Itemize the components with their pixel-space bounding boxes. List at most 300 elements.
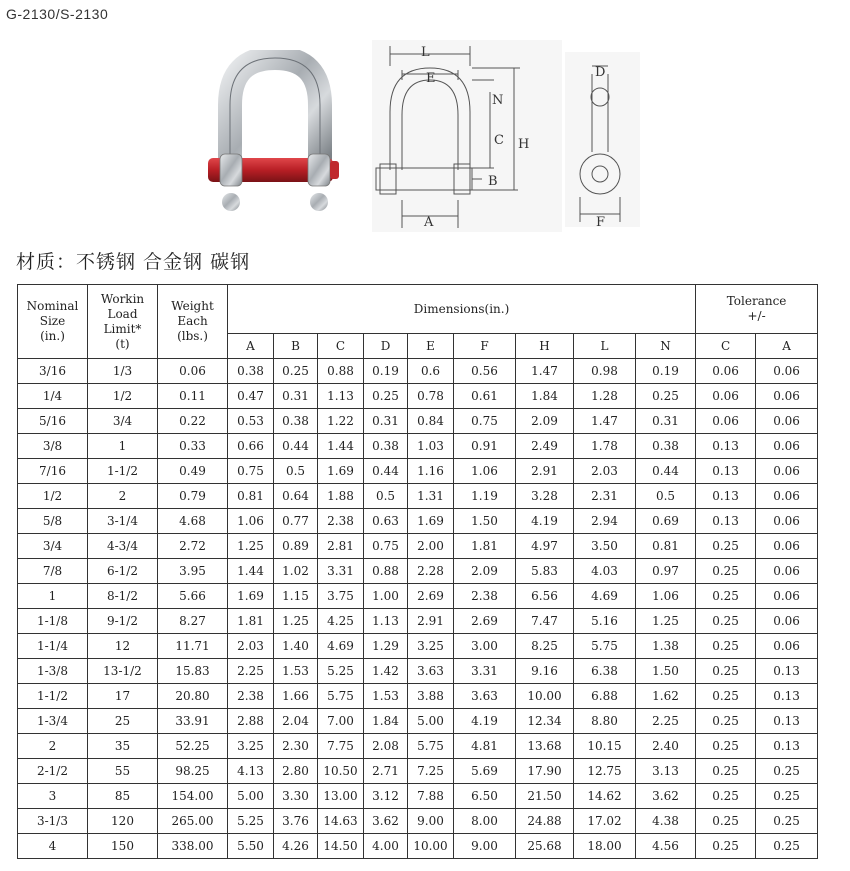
table-cell: 1.69 xyxy=(318,459,364,484)
table-cell: 0.06 xyxy=(756,534,818,559)
table-cell: 13.68 xyxy=(516,734,574,759)
table-cell: 6.38 xyxy=(574,659,636,684)
table-row xyxy=(18,809,818,834)
table-cell: 2.71 xyxy=(364,759,408,784)
table-cell: 5.75 xyxy=(318,684,364,709)
table-cell: 5.75 xyxy=(574,634,636,659)
table-cell: 3.95 xyxy=(158,559,228,584)
table-cell: 3.25 xyxy=(228,734,274,759)
table-cell: 0.25 xyxy=(274,359,318,384)
table-cell: 55 xyxy=(88,759,158,784)
table-row xyxy=(18,359,818,384)
table-cell: 0.53 xyxy=(228,409,274,434)
table-cell: 12.75 xyxy=(574,759,636,784)
table-cell: 7.47 xyxy=(516,609,574,634)
table-cell: 0.25 xyxy=(696,609,756,634)
header-tol-c: C xyxy=(696,334,756,359)
table-cell: 14.50 xyxy=(318,834,364,859)
table-cell: 0.44 xyxy=(636,459,696,484)
table-cell: 0.13 xyxy=(696,434,756,459)
table-cell: 2.94 xyxy=(574,509,636,534)
table-cell: 3-1/3 xyxy=(18,809,88,834)
table-cell: 4.56 xyxy=(636,834,696,859)
table-cell: 4.81 xyxy=(454,734,516,759)
table-cell: 24.88 xyxy=(516,809,574,834)
dim-label-a: A xyxy=(424,215,434,230)
table-cell: 1.06 xyxy=(228,509,274,534)
table-cell: 7.75 xyxy=(318,734,364,759)
table-cell: 0.25 xyxy=(696,759,756,784)
table-cell: 4.03 xyxy=(574,559,636,584)
table-cell: 4.68 xyxy=(158,509,228,534)
table-cell: 0.06 xyxy=(158,359,228,384)
table-cell: 2.09 xyxy=(516,409,574,434)
table-cell: 1.69 xyxy=(408,509,454,534)
table-cell: 3/4 xyxy=(18,534,88,559)
table-cell: 4.19 xyxy=(516,509,574,534)
table-cell: 4 xyxy=(18,834,88,859)
table-cell: 3 xyxy=(18,784,88,809)
table-cell: 0.49 xyxy=(158,459,228,484)
table-cell: 2.69 xyxy=(408,584,454,609)
header-dim-d: D xyxy=(364,334,408,359)
table-cell: 8.80 xyxy=(574,709,636,734)
table-cell: 1.06 xyxy=(636,584,696,609)
table-cell: 2.40 xyxy=(636,734,696,759)
table-cell: 1 xyxy=(18,584,88,609)
table-cell: 0.44 xyxy=(364,459,408,484)
table-cell: 0.25 xyxy=(696,834,756,859)
dim-label-c: C xyxy=(494,133,504,148)
table-cell: 15.83 xyxy=(158,659,228,684)
table-cell: 9.16 xyxy=(516,659,574,684)
table-cell: 14.63 xyxy=(318,809,364,834)
table-cell: 1.19 xyxy=(454,484,516,509)
table-cell: 4.25 xyxy=(318,609,364,634)
table-cell: 3.13 xyxy=(636,759,696,784)
table-cell: 3/16 xyxy=(18,359,88,384)
table-cell: 3/8 xyxy=(18,434,88,459)
table-cell: 2.25 xyxy=(228,659,274,684)
table-cell: 3.00 xyxy=(454,634,516,659)
table-cell: 0.25 xyxy=(696,684,756,709)
table-cell: 3.62 xyxy=(636,784,696,809)
table-cell: 8.25 xyxy=(516,634,574,659)
table-cell: 33.91 xyxy=(158,709,228,734)
table-cell: 9.00 xyxy=(408,809,454,834)
table-cell: 4.69 xyxy=(574,584,636,609)
table-cell: 5.66 xyxy=(158,584,228,609)
header-weight-each: Weight Each (lbs.) xyxy=(158,285,228,359)
table-cell: 1.81 xyxy=(228,609,274,634)
table-cell: 1.44 xyxy=(228,559,274,584)
table-cell: 0.13 xyxy=(756,709,818,734)
table-cell: 0.06 xyxy=(756,434,818,459)
table-cell: 0.06 xyxy=(756,609,818,634)
table-cell: 0.06 xyxy=(756,459,818,484)
table-cell: 0.88 xyxy=(364,559,408,584)
table-cell: 1-3/4 xyxy=(18,709,88,734)
table-cell: 0.64 xyxy=(274,484,318,509)
table-cell: 1.25 xyxy=(636,609,696,634)
table-cell: 1.00 xyxy=(364,584,408,609)
table-cell: 265.00 xyxy=(158,809,228,834)
table-cell: 0.06 xyxy=(696,384,756,409)
header-dim-e: E xyxy=(408,334,454,359)
table-cell: 1-1/2 xyxy=(18,684,88,709)
table-cell: 0.63 xyxy=(364,509,408,534)
table-cell: 0.13 xyxy=(756,734,818,759)
table-cell: 0.78 xyxy=(408,384,454,409)
table-cell: 2.81 xyxy=(318,534,364,559)
table-cell: 0.75 xyxy=(364,534,408,559)
table-cell: 1.62 xyxy=(636,684,696,709)
table-row xyxy=(18,609,818,634)
table-cell: 1.66 xyxy=(274,684,318,709)
table-cell: 2.80 xyxy=(274,759,318,784)
table-cell: 3.31 xyxy=(318,559,364,584)
table-cell: 4.97 xyxy=(516,534,574,559)
dim-label-l: L xyxy=(421,45,430,60)
table-row xyxy=(18,409,818,434)
table-cell: 1.69 xyxy=(228,584,274,609)
table-cell: 2.49 xyxy=(516,434,574,459)
table-cell: 0.31 xyxy=(364,409,408,434)
table-cell: 25 xyxy=(88,709,158,734)
table-cell: 9-1/2 xyxy=(88,609,158,634)
table-cell: 1.28 xyxy=(574,384,636,409)
table-cell: 150 xyxy=(88,834,158,859)
table-cell: 154.00 xyxy=(158,784,228,809)
table-cell: 1/4 xyxy=(18,384,88,409)
table-cell: 0.89 xyxy=(274,534,318,559)
table-cell: 1.02 xyxy=(274,559,318,584)
table-cell: 2.88 xyxy=(228,709,274,734)
table-cell: 0.13 xyxy=(756,684,818,709)
table-row xyxy=(18,559,818,584)
table-cell: 3/4 xyxy=(88,409,158,434)
header-dim-a: A xyxy=(228,334,274,359)
table-cell: 1.81 xyxy=(454,534,516,559)
table-cell: 0.13 xyxy=(696,484,756,509)
table-cell: 1.13 xyxy=(318,384,364,409)
table-cell: 7.88 xyxy=(408,784,454,809)
table-cell: 1.16 xyxy=(408,459,454,484)
table-cell: 10.15 xyxy=(574,734,636,759)
table-cell: 2.00 xyxy=(408,534,454,559)
table-cell: 1.40 xyxy=(274,634,318,659)
table-cell: 0.19 xyxy=(364,359,408,384)
table-cell: 17.02 xyxy=(574,809,636,834)
table-cell: 1.25 xyxy=(228,534,274,559)
table-cell: 4.19 xyxy=(454,709,516,734)
table-cell: 2-1/2 xyxy=(18,759,88,784)
table-row xyxy=(18,784,818,809)
header-working-load-limit: Workin Load Limit* (t) xyxy=(88,285,158,359)
table-cell: 7.25 xyxy=(408,759,454,784)
table-cell: 3.30 xyxy=(274,784,318,809)
table-cell: 2.04 xyxy=(274,709,318,734)
table-cell: 3.75 xyxy=(318,584,364,609)
table-cell: 1.44 xyxy=(318,434,364,459)
table-cell: 0.25 xyxy=(756,809,818,834)
table-cell: 3.50 xyxy=(574,534,636,559)
table-cell: 0.13 xyxy=(696,509,756,534)
table-row xyxy=(18,834,818,859)
table-cell: 2.30 xyxy=(274,734,318,759)
table-cell: 0.25 xyxy=(756,834,818,859)
header-dim-b: B xyxy=(274,334,318,359)
table-cell: 0.38 xyxy=(228,359,274,384)
table-cell: 1.53 xyxy=(364,684,408,709)
table-cell: 10.50 xyxy=(318,759,364,784)
product-code-title: G-2130/S-2130 xyxy=(6,6,109,22)
dim-label-d: D xyxy=(595,65,606,80)
table-cell: 21.50 xyxy=(516,784,574,809)
table-cell: 2.28 xyxy=(408,559,454,584)
table-cell: 0.25 xyxy=(696,584,756,609)
table-cell: 1.06 xyxy=(454,459,516,484)
table-cell: 0.06 xyxy=(756,484,818,509)
table-cell: 0.31 xyxy=(274,384,318,409)
table-cell: 0.25 xyxy=(636,384,696,409)
table-cell: 3.63 xyxy=(408,659,454,684)
table-cell: 6.56 xyxy=(516,584,574,609)
table-cell: 1.47 xyxy=(516,359,574,384)
table-cell: 1.38 xyxy=(636,634,696,659)
table-cell: 0.19 xyxy=(636,359,696,384)
dim-label-e: E xyxy=(426,71,436,86)
table-cell: 0.33 xyxy=(158,434,228,459)
table-cell: 1/3 xyxy=(88,359,158,384)
header-tolerance: Tolerance +/- xyxy=(696,285,818,334)
table-cell: 1-1/4 xyxy=(18,634,88,659)
header-dimensions: Dimensions(in.) xyxy=(228,285,696,334)
table-cell: 0.25 xyxy=(696,709,756,734)
table-cell: 338.00 xyxy=(158,834,228,859)
table-cell: 0.06 xyxy=(756,634,818,659)
table-cell: 2.31 xyxy=(574,484,636,509)
table-cell: 25.68 xyxy=(516,834,574,859)
table-cell: 1-1/2 xyxy=(88,459,158,484)
table-cell: 0.25 xyxy=(756,759,818,784)
table-cell: 5.69 xyxy=(454,759,516,784)
header-dim-l: L xyxy=(574,334,636,359)
table-cell: 120 xyxy=(88,809,158,834)
table-cell: 1-3/8 xyxy=(18,659,88,684)
table-cell: 3.88 xyxy=(408,684,454,709)
table-row xyxy=(18,459,818,484)
table-cell: 0.81 xyxy=(636,534,696,559)
table-cell: 0.88 xyxy=(318,359,364,384)
table-cell: 20.80 xyxy=(158,684,228,709)
table-cell: 2.08 xyxy=(364,734,408,759)
table-cell: 0.31 xyxy=(636,409,696,434)
table-cell: 0.25 xyxy=(696,634,756,659)
table-cell: 1.42 xyxy=(364,659,408,684)
header-tol-a: A xyxy=(756,334,818,359)
table-cell: 6-1/2 xyxy=(88,559,158,584)
table-cell: 0.25 xyxy=(696,784,756,809)
table-cell: 1.13 xyxy=(364,609,408,634)
shackle-side-diagram xyxy=(565,52,640,227)
table-cell: 2.25 xyxy=(636,709,696,734)
dim-label-f: F xyxy=(596,215,606,227)
table-cell: 17 xyxy=(88,684,158,709)
table-cell: 7.00 xyxy=(318,709,364,734)
table-cell: 4.00 xyxy=(364,834,408,859)
table-cell: 0.06 xyxy=(696,409,756,434)
table-cell: 12 xyxy=(88,634,158,659)
dim-label-b: B xyxy=(488,174,498,189)
table-cell: 0.06 xyxy=(756,559,818,584)
table-cell: 0.75 xyxy=(228,459,274,484)
table-cell: 0.56 xyxy=(454,359,516,384)
table-cell: 4.69 xyxy=(318,634,364,659)
table-cell: 0.38 xyxy=(636,434,696,459)
table-cell: 5/8 xyxy=(18,509,88,534)
table-cell: 1 xyxy=(88,434,158,459)
spec-table xyxy=(17,284,818,859)
table-cell: 3.31 xyxy=(454,659,516,684)
table-cell: 0.25 xyxy=(696,809,756,834)
table-row xyxy=(18,434,818,459)
table-cell: 3.63 xyxy=(454,684,516,709)
table-cell: 12.34 xyxy=(516,709,574,734)
shackle-photo xyxy=(200,50,350,215)
table-cell: 18.00 xyxy=(574,834,636,859)
table-cell: 13.00 xyxy=(318,784,364,809)
table-cell: 0.25 xyxy=(696,559,756,584)
table-cell: 0.91 xyxy=(454,434,516,459)
table-cell: 1-1/8 xyxy=(18,609,88,634)
table-cell: 35 xyxy=(88,734,158,759)
table-cell: 0.22 xyxy=(158,409,228,434)
table-cell: 2.69 xyxy=(454,609,516,634)
table-cell: 1.53 xyxy=(274,659,318,684)
table-cell: 1.84 xyxy=(516,384,574,409)
table-cell: 5.00 xyxy=(228,784,274,809)
header-dim-h: H xyxy=(516,334,574,359)
table-cell: 5/16 xyxy=(18,409,88,434)
table-cell: 0.25 xyxy=(696,659,756,684)
table-cell: 7/8 xyxy=(18,559,88,584)
table-cell: 0.75 xyxy=(454,409,516,434)
table-cell: 1.88 xyxy=(318,484,364,509)
table-cell: 2.38 xyxy=(228,684,274,709)
table-cell: 1.22 xyxy=(318,409,364,434)
table-cell: 0.13 xyxy=(696,459,756,484)
table-cell: 14.62 xyxy=(574,784,636,809)
table-cell: 11.71 xyxy=(158,634,228,659)
table-cell: 5.83 xyxy=(516,559,574,584)
table-cell: 1/2 xyxy=(18,484,88,509)
table-cell: 7/16 xyxy=(18,459,88,484)
material-caption: 材质：不锈钢 合金钢 碳钢 xyxy=(16,251,251,273)
table-cell: 0.5 xyxy=(274,459,318,484)
table-cell: 2.03 xyxy=(228,634,274,659)
table-row xyxy=(18,709,818,734)
table-cell: 0.97 xyxy=(636,559,696,584)
table-cell: 0.5 xyxy=(364,484,408,509)
table-cell: 1.29 xyxy=(364,634,408,659)
table-cell: 3.28 xyxy=(516,484,574,509)
table-cell: 8.00 xyxy=(454,809,516,834)
table-cell: 0.61 xyxy=(454,384,516,409)
table-cell: 1.78 xyxy=(574,434,636,459)
table-cell: 1.50 xyxy=(636,659,696,684)
table-cell: 0.25 xyxy=(696,734,756,759)
table-cell: 2.38 xyxy=(454,584,516,609)
table-row xyxy=(18,634,818,659)
header-dim-f: F xyxy=(454,334,516,359)
table-cell: 0.66 xyxy=(228,434,274,459)
table-cell: 0.25 xyxy=(364,384,408,409)
table-row xyxy=(18,484,818,509)
shackle-front-diagram xyxy=(372,40,562,232)
table-row xyxy=(18,584,818,609)
table-cell: 2.91 xyxy=(408,609,454,634)
table-row xyxy=(18,734,818,759)
header-dim-c: C xyxy=(318,334,364,359)
table-row xyxy=(18,534,818,559)
dim-label-n: N xyxy=(492,93,504,108)
table-cell: 0.81 xyxy=(228,484,274,509)
table-row xyxy=(18,759,818,784)
dim-label-h: H xyxy=(518,137,530,152)
table-cell: 0.84 xyxy=(408,409,454,434)
table-cell: 0.13 xyxy=(756,659,818,684)
table-cell: 4.38 xyxy=(636,809,696,834)
table-cell: 1.47 xyxy=(574,409,636,434)
table-row xyxy=(18,684,818,709)
table-cell: 0.47 xyxy=(228,384,274,409)
table-cell: 17.90 xyxy=(516,759,574,784)
table-cell: 1.84 xyxy=(364,709,408,734)
table-cell: 6.88 xyxy=(574,684,636,709)
table-cell: 2 xyxy=(18,734,88,759)
table-cell: 2.91 xyxy=(516,459,574,484)
table-cell: 3-1/4 xyxy=(88,509,158,534)
table-cell: 1.25 xyxy=(274,609,318,634)
table-cell: 1.03 xyxy=(408,434,454,459)
table-cell: 0.79 xyxy=(158,484,228,509)
table-cell: 0.06 xyxy=(756,384,818,409)
table-cell: 0.06 xyxy=(696,359,756,384)
table-cell: 0.25 xyxy=(756,784,818,809)
table-row xyxy=(18,509,818,534)
table-cell: 3.76 xyxy=(274,809,318,834)
table-cell: 3.12 xyxy=(364,784,408,809)
table-cell: 0.38 xyxy=(274,409,318,434)
table-cell: 6.50 xyxy=(454,784,516,809)
table-cell: 1.15 xyxy=(274,584,318,609)
table-cell: 10.00 xyxy=(516,684,574,709)
table-cell: 3.62 xyxy=(364,809,408,834)
table-cell: 2 xyxy=(88,484,158,509)
table-cell: 0.44 xyxy=(274,434,318,459)
table-cell: 5.00 xyxy=(408,709,454,734)
table-cell: 85 xyxy=(88,784,158,809)
table-cell: 0.38 xyxy=(364,434,408,459)
table-cell: 0.6 xyxy=(408,359,454,384)
table-cell: 0.06 xyxy=(756,359,818,384)
table-cell: 98.25 xyxy=(158,759,228,784)
header-nominal-size: Nominal Size (in.) xyxy=(18,285,88,359)
table-cell: 0.5 xyxy=(636,484,696,509)
table-row xyxy=(18,659,818,684)
table-cell: 0.11 xyxy=(158,384,228,409)
